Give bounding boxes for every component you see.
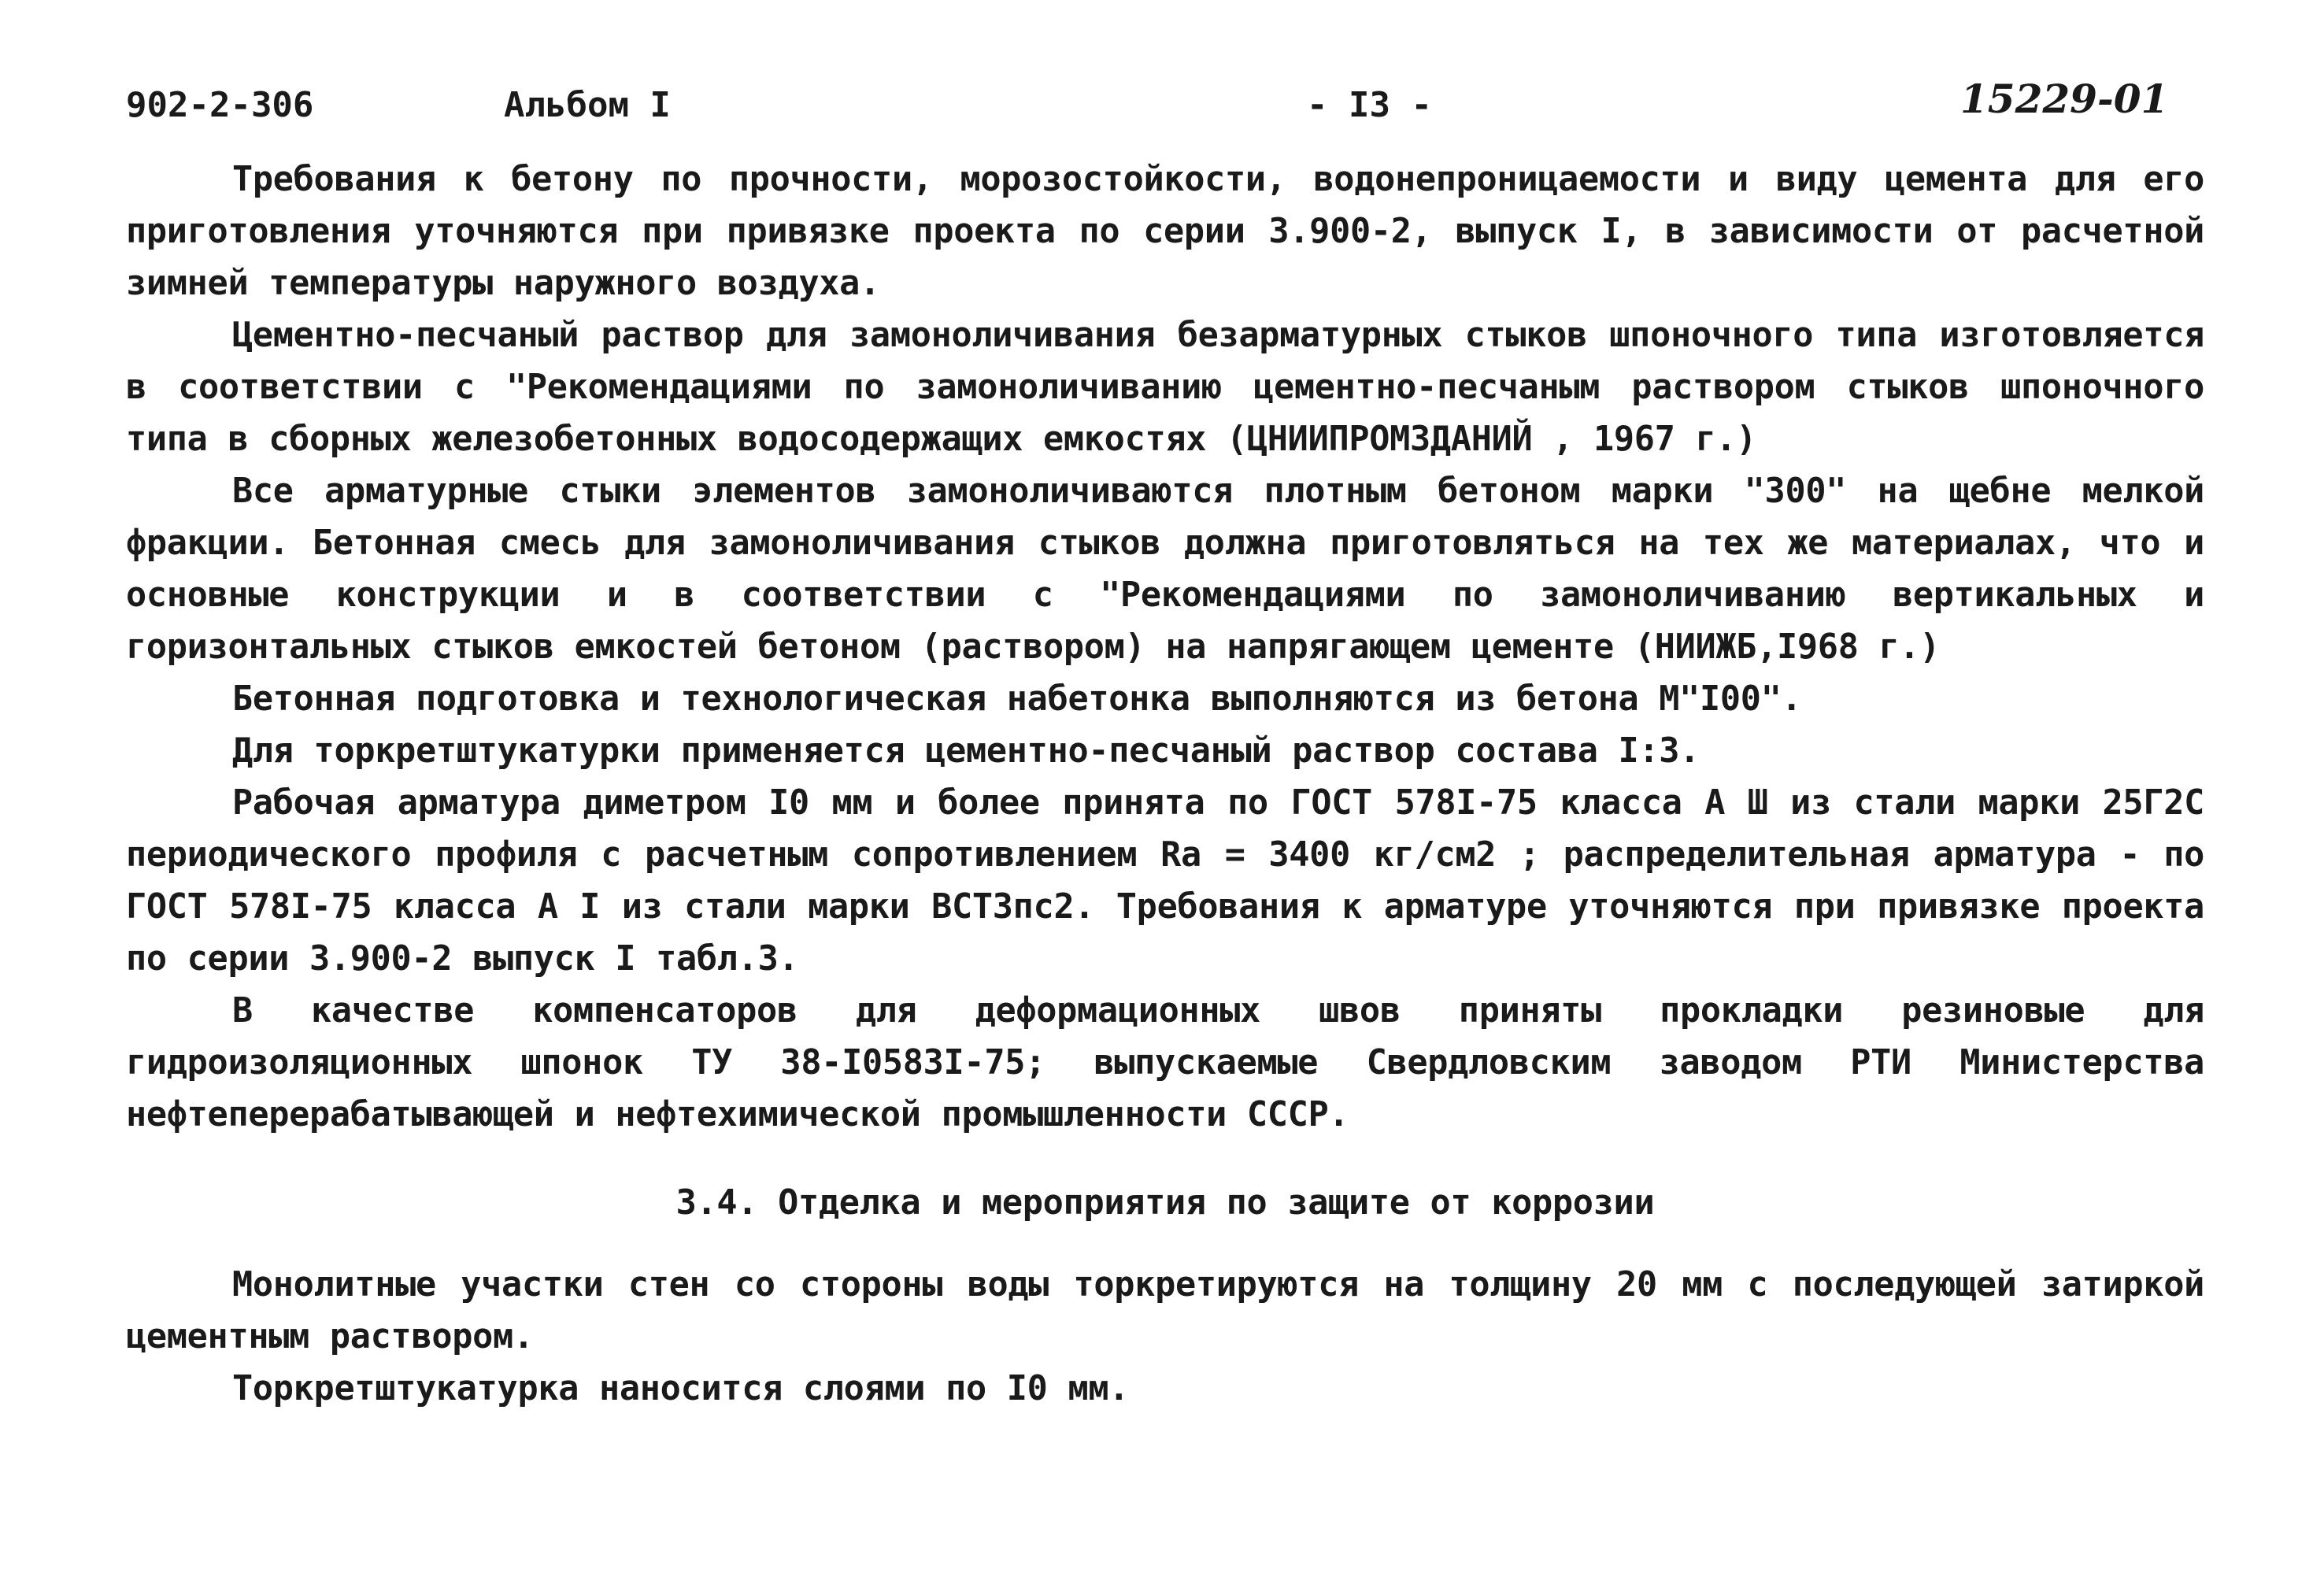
section-heading: 3.4. Отделка и мероприятия по защите от коррозии <box>675 1183 1655 1223</box>
paragraph: Цементно-песчаный раствор для замоноличивания безарматурных стыков шпоночного типа изготовляется в соответствии с "Рекомендациями по замоноличиванию цементно-песчаным раствором стыков шпоночного типа в сборных железобетонных водосодержащих емкостях (ЦНИИПРОМЗДАНИЙ , 1967 г.) <box>126 316 2204 459</box>
paragraph: Монолитные участки стен со стороны воды торкретируются на толщину 20 мм с последующей затиркой цементным раствором. <box>126 1265 2204 1356</box>
document-body <box>126 154 2204 1415</box>
page-header <box>126 76 2204 139</box>
paragraph: Рабочая арматура диметром I0 мм и более принята по ГОСТ 578I-75 класса А Ш из стали марки 25Г2С периодического профиля с расчетным сопротивлением Rа = 3400 кг/см2 ; распределительная арматура - по ГОСТ 578I-75 класса А I из стали марки ВСТ3пс2. Требования к арматуре уточняются при привязке проекта по серии 3.900-2 выпуск I табл.3. <box>126 783 2204 979</box>
paragraph: Все арматурные стыки элементов замоноличиваются плотным бетоном марки "300" на щебне мелкой фракции. Бетонная смесь для замоноличивания стыков должна приготовляться на тех же материалах, что и основные конструкции и в соответствии с "Рекомендациями по замоноличиванию вертикальных и горизонтальных стыков емкостей бетоном (раствором) на напрягающем цементе (НИИЖБ,I968 г.) <box>126 472 2204 667</box>
album-label: Альбом I <box>504 85 671 125</box>
page-number: - I3 - <box>1307 85 1432 125</box>
paragraph: Торкретштукатурка наносится слоями по I0 мм. <box>232 1369 1130 1408</box>
paragraph: Для торкретштукатурки применяется цементно-песчаный раствор состава I:3. <box>232 731 1700 771</box>
paragraph: Бетонная подготовка и технологическая набетонка выполняются из бетона М"I00". <box>232 679 1802 719</box>
paragraph: В качестве компенсаторов для деформационных швов приняты прокладки резиновые для гидроизоляционных шпонок ТУ 38-I0583I-75; выпускаемые Свердловским заводом РТИ Министерства нефтеперерабатывающей и нефтехимической промышленности СССР. <box>126 991 2204 1134</box>
document-number: 902-2-306 <box>126 85 314 125</box>
paragraph: Требования к бетону по прочности, морозостойкости, водонепроницаемости и виду цемента для его приготовления уточняются при привязке проекта по серии 3.900-2, выпуск I, в зависимости от расчетной зимней температуры наружного воздуха. <box>126 160 2204 303</box>
inventory-number: 15229-01 <box>1960 76 2169 122</box>
